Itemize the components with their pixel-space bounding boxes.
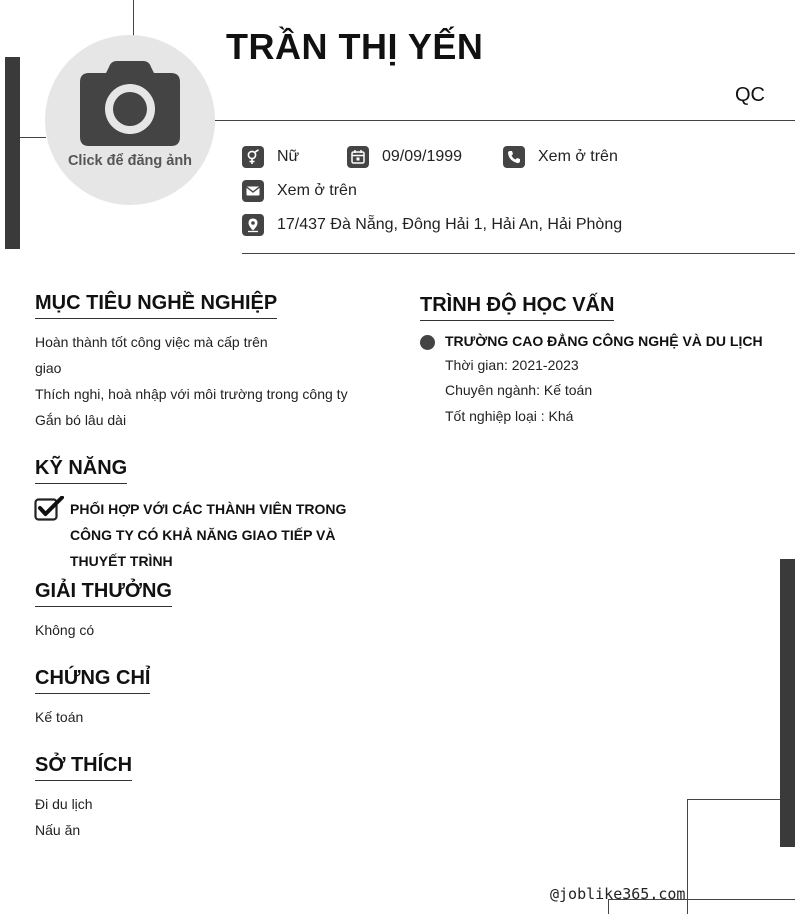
skills-title: KỸ NĂNG [35,457,127,484]
header-divider [215,120,795,121]
objective-line: Gắn bó lâu dài [35,412,127,428]
avatar-caption: Click để đăng ảnh [67,153,193,169]
birthday-value: 09/09/1999 [382,148,463,165]
contact-gender [242,146,299,168]
contact-email [242,180,357,202]
checkbox-icon [34,496,64,522]
hobby-line: Đi du lịch [35,796,93,812]
left-accent-bar [5,57,20,249]
bottom-frame-top [687,799,780,800]
objective-line: giao [35,360,62,376]
awards-title: GIẢI THƯỞNG [35,580,172,607]
camera-icon [79,59,181,147]
education-title: TRÌNH ĐỘ HỌC VẤN [420,294,614,321]
objective-line: Hoàn thành tốt công việc mà cấp trên [35,334,268,350]
hobbies-title: SỞ THÍCH [35,754,132,781]
objective-title: MỤC TIÊU NGHỀ NGHIỆP [35,292,277,319]
top-vertical-line [133,0,134,36]
contact-address [242,214,622,236]
phone-value: Xem ở trên [538,148,618,165]
awards-line: Không có [35,622,95,638]
contact-birthday [347,146,462,168]
email-value: Xem ở trên [277,182,357,199]
location-icon [242,214,264,236]
gender-value: Nữ [277,148,300,165]
skill-item: PHỐI HỢP VỚI CÁC THÀNH VIÊN TRONG CÔNG TY CÓ KHẢ NĂNG GIAO TIẾP VÀ THUYẾT TRÌNH [70,501,347,569]
objective-line: Thích nghi, hoà nhập với môi trường trong công ty [35,386,348,402]
left-horizontal-line [20,137,46,138]
gender-icon [242,146,264,168]
watermark: @joblike365.com [550,885,686,903]
bottom-frame-left [687,799,688,914]
education-school: TRƯỜNG CAO ĐẲNG CÔNG NGHỆ VÀ DU LỊCH [445,333,763,349]
hobby-line: Nấu ăn [35,822,81,838]
education-major: Chuyên ngành: Kế toán [445,382,593,398]
phone-icon [503,146,525,168]
calendar-icon [347,146,369,168]
certificates-line: Kế toán [35,709,84,725]
address-value: 17/437 Đà Nẵng, Đông Hải 1, Hải An, Hải Phòng [277,216,623,233]
education-bullet [420,335,435,350]
contact-phone [503,146,618,168]
job-position: QC [735,84,765,106]
avatar-upload[interactable] [45,35,215,205]
email-icon [242,180,264,202]
candidate-name: TRẦN THỊ YẾN [226,26,484,67]
certificates-title: CHỨNG CHỈ [35,667,150,694]
education-time: Thời gian: 2021-2023 [445,357,579,373]
right-accent-bar [780,559,795,847]
contact-divider [242,253,795,254]
education-grade: Tốt nghiệp loại : Khá [445,408,574,424]
